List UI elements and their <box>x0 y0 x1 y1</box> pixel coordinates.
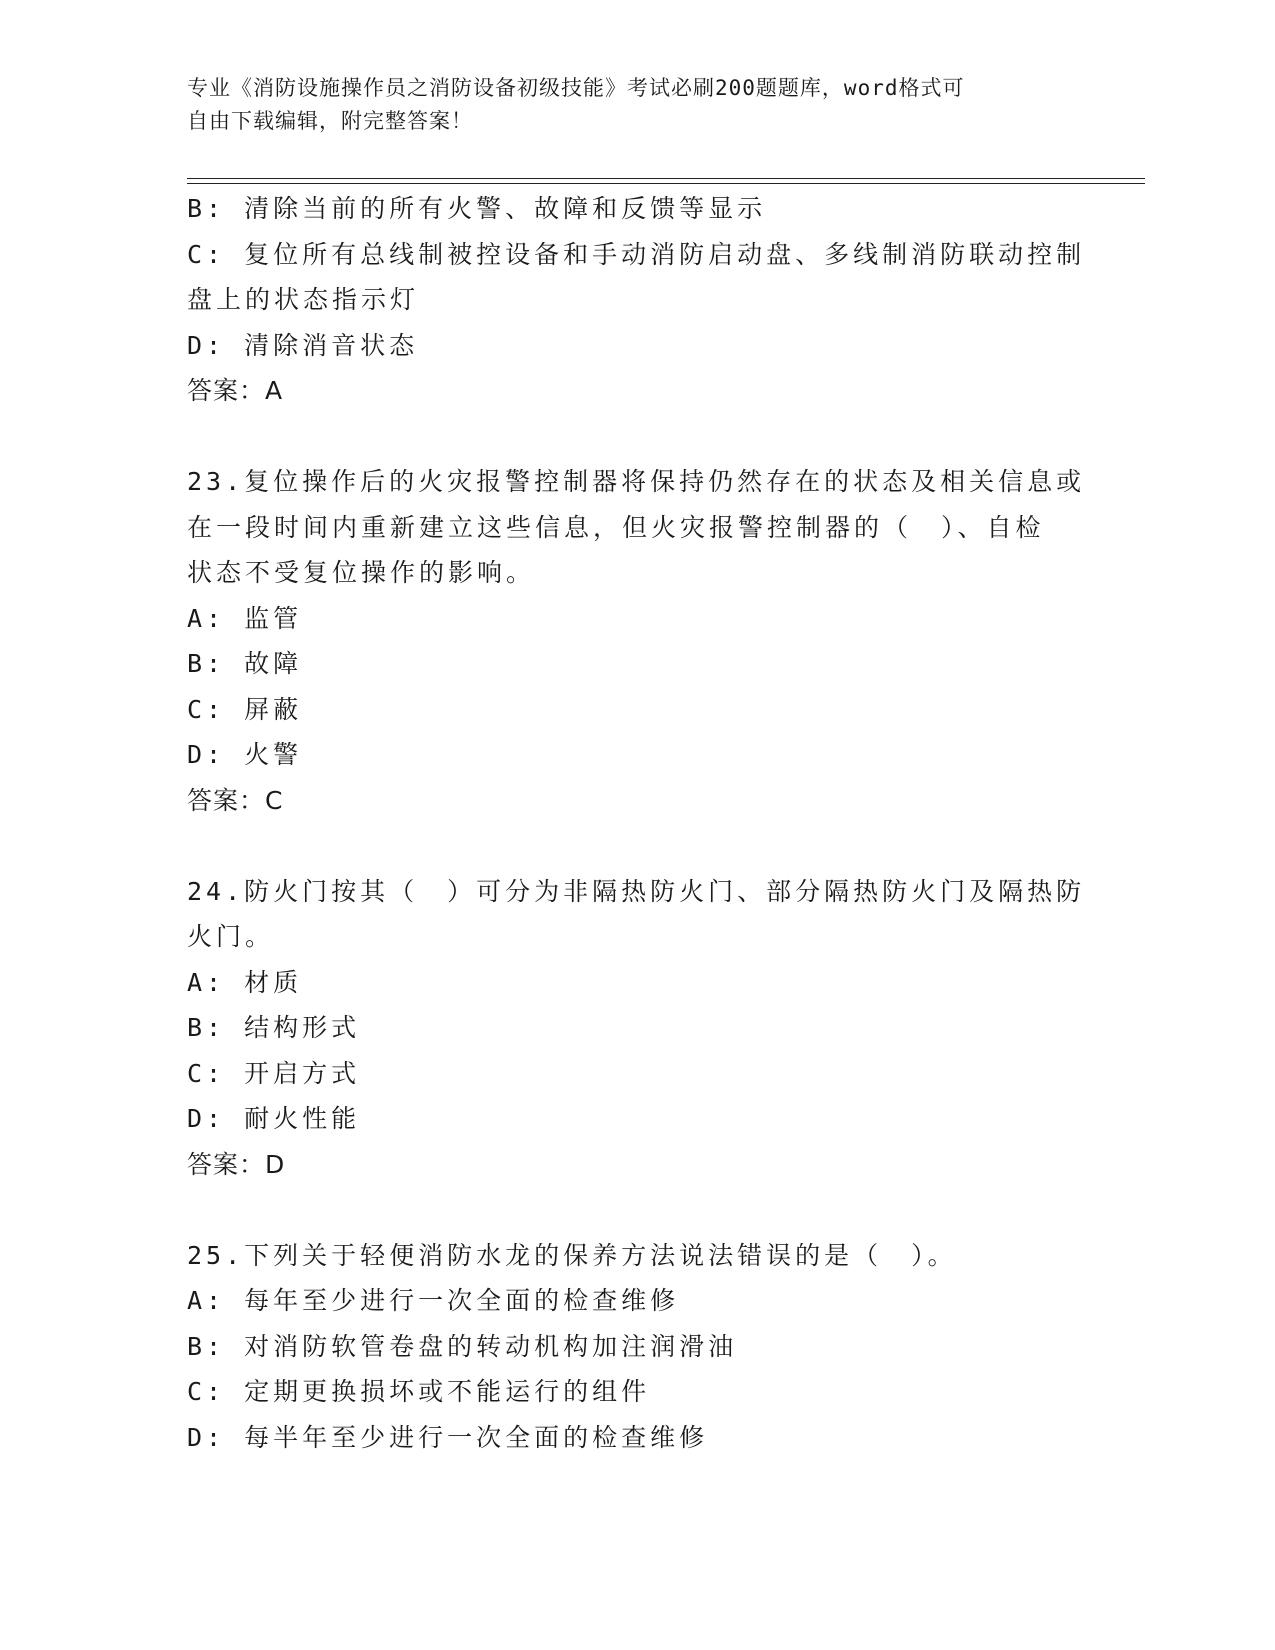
option-d: D: 清除消音状态 <box>187 330 419 360</box>
question-text: 25.下列关于轻便消防水龙的保养方法说法错误的是（ ）。 <box>187 1240 957 1270</box>
header-divider-top <box>187 178 1145 179</box>
question-text: 23.复位操作后的火灾报警控制器将保持仍然存在的状态及相关信息或 <box>187 467 1086 496</box>
option-c: C: 定期更换损坏或不能运行的组件 <box>187 1377 651 1406</box>
answer: 答案：C <box>187 785 284 815</box>
option-c: C: 复位所有总线制被控设备和手动消防启动盘、多线制消防联动控制 <box>187 239 1086 269</box>
option-b: B: 结构形式 <box>187 1013 361 1042</box>
header-divider-bottom <box>187 183 1145 184</box>
document-header <box>187 72 1067 138</box>
question-text-continued: 火门。 <box>187 922 275 951</box>
option-d: D: 每半年至少进行一次全面的检查维修 <box>187 1422 709 1452</box>
option-c: C: 屏蔽 <box>187 694 303 724</box>
question-block-24 <box>187 869 1086 1188</box>
option-b: B: 故障 <box>187 649 303 678</box>
question-block-25 <box>187 1233 1072 1461</box>
header-line-1: 专业《消防设施操作员之消防设备初级技能》考试必刷200题题库，word格式可 <box>187 76 965 100</box>
option-c: C: 开启方式 <box>187 1058 361 1088</box>
option-d: D: 火警 <box>187 740 303 769</box>
option-a: A: 材质 <box>187 967 303 997</box>
option-b: B: 清除当前的所有火警、故障和反馈等显示 <box>187 194 767 223</box>
option-b: B: 对消防软管卷盘的转动机构加注润滑油 <box>187 1331 738 1361</box>
answer: 答案：A <box>187 376 284 405</box>
question-block-22 <box>187 186 1086 414</box>
option-c-continued: 盘上的状态指示灯 <box>187 285 420 314</box>
header-line-2: 自由下载编辑，附完整答案！ <box>187 109 473 133</box>
question-block-23 <box>187 459 1086 823</box>
question-text-continued: 状态不受复位操作的影响。 <box>187 558 536 587</box>
question-text: 24.防火门按其（ ）可分为非隔热防火门、部分隔热防火门及隔热防 <box>187 876 1086 906</box>
question-text-continued: 在一段时间内重新建立这些信息，但火灾报警控制器的（ ）、自检 <box>187 512 1045 542</box>
option-a: A: 监管 <box>187 603 303 633</box>
question-list <box>187 186 1086 1460</box>
option-a: A: 每年至少进行一次全面的检查维修 <box>187 1286 680 1315</box>
answer: 答案：D <box>187 1149 286 1179</box>
option-d: D: 耐火性能 <box>187 1104 361 1133</box>
